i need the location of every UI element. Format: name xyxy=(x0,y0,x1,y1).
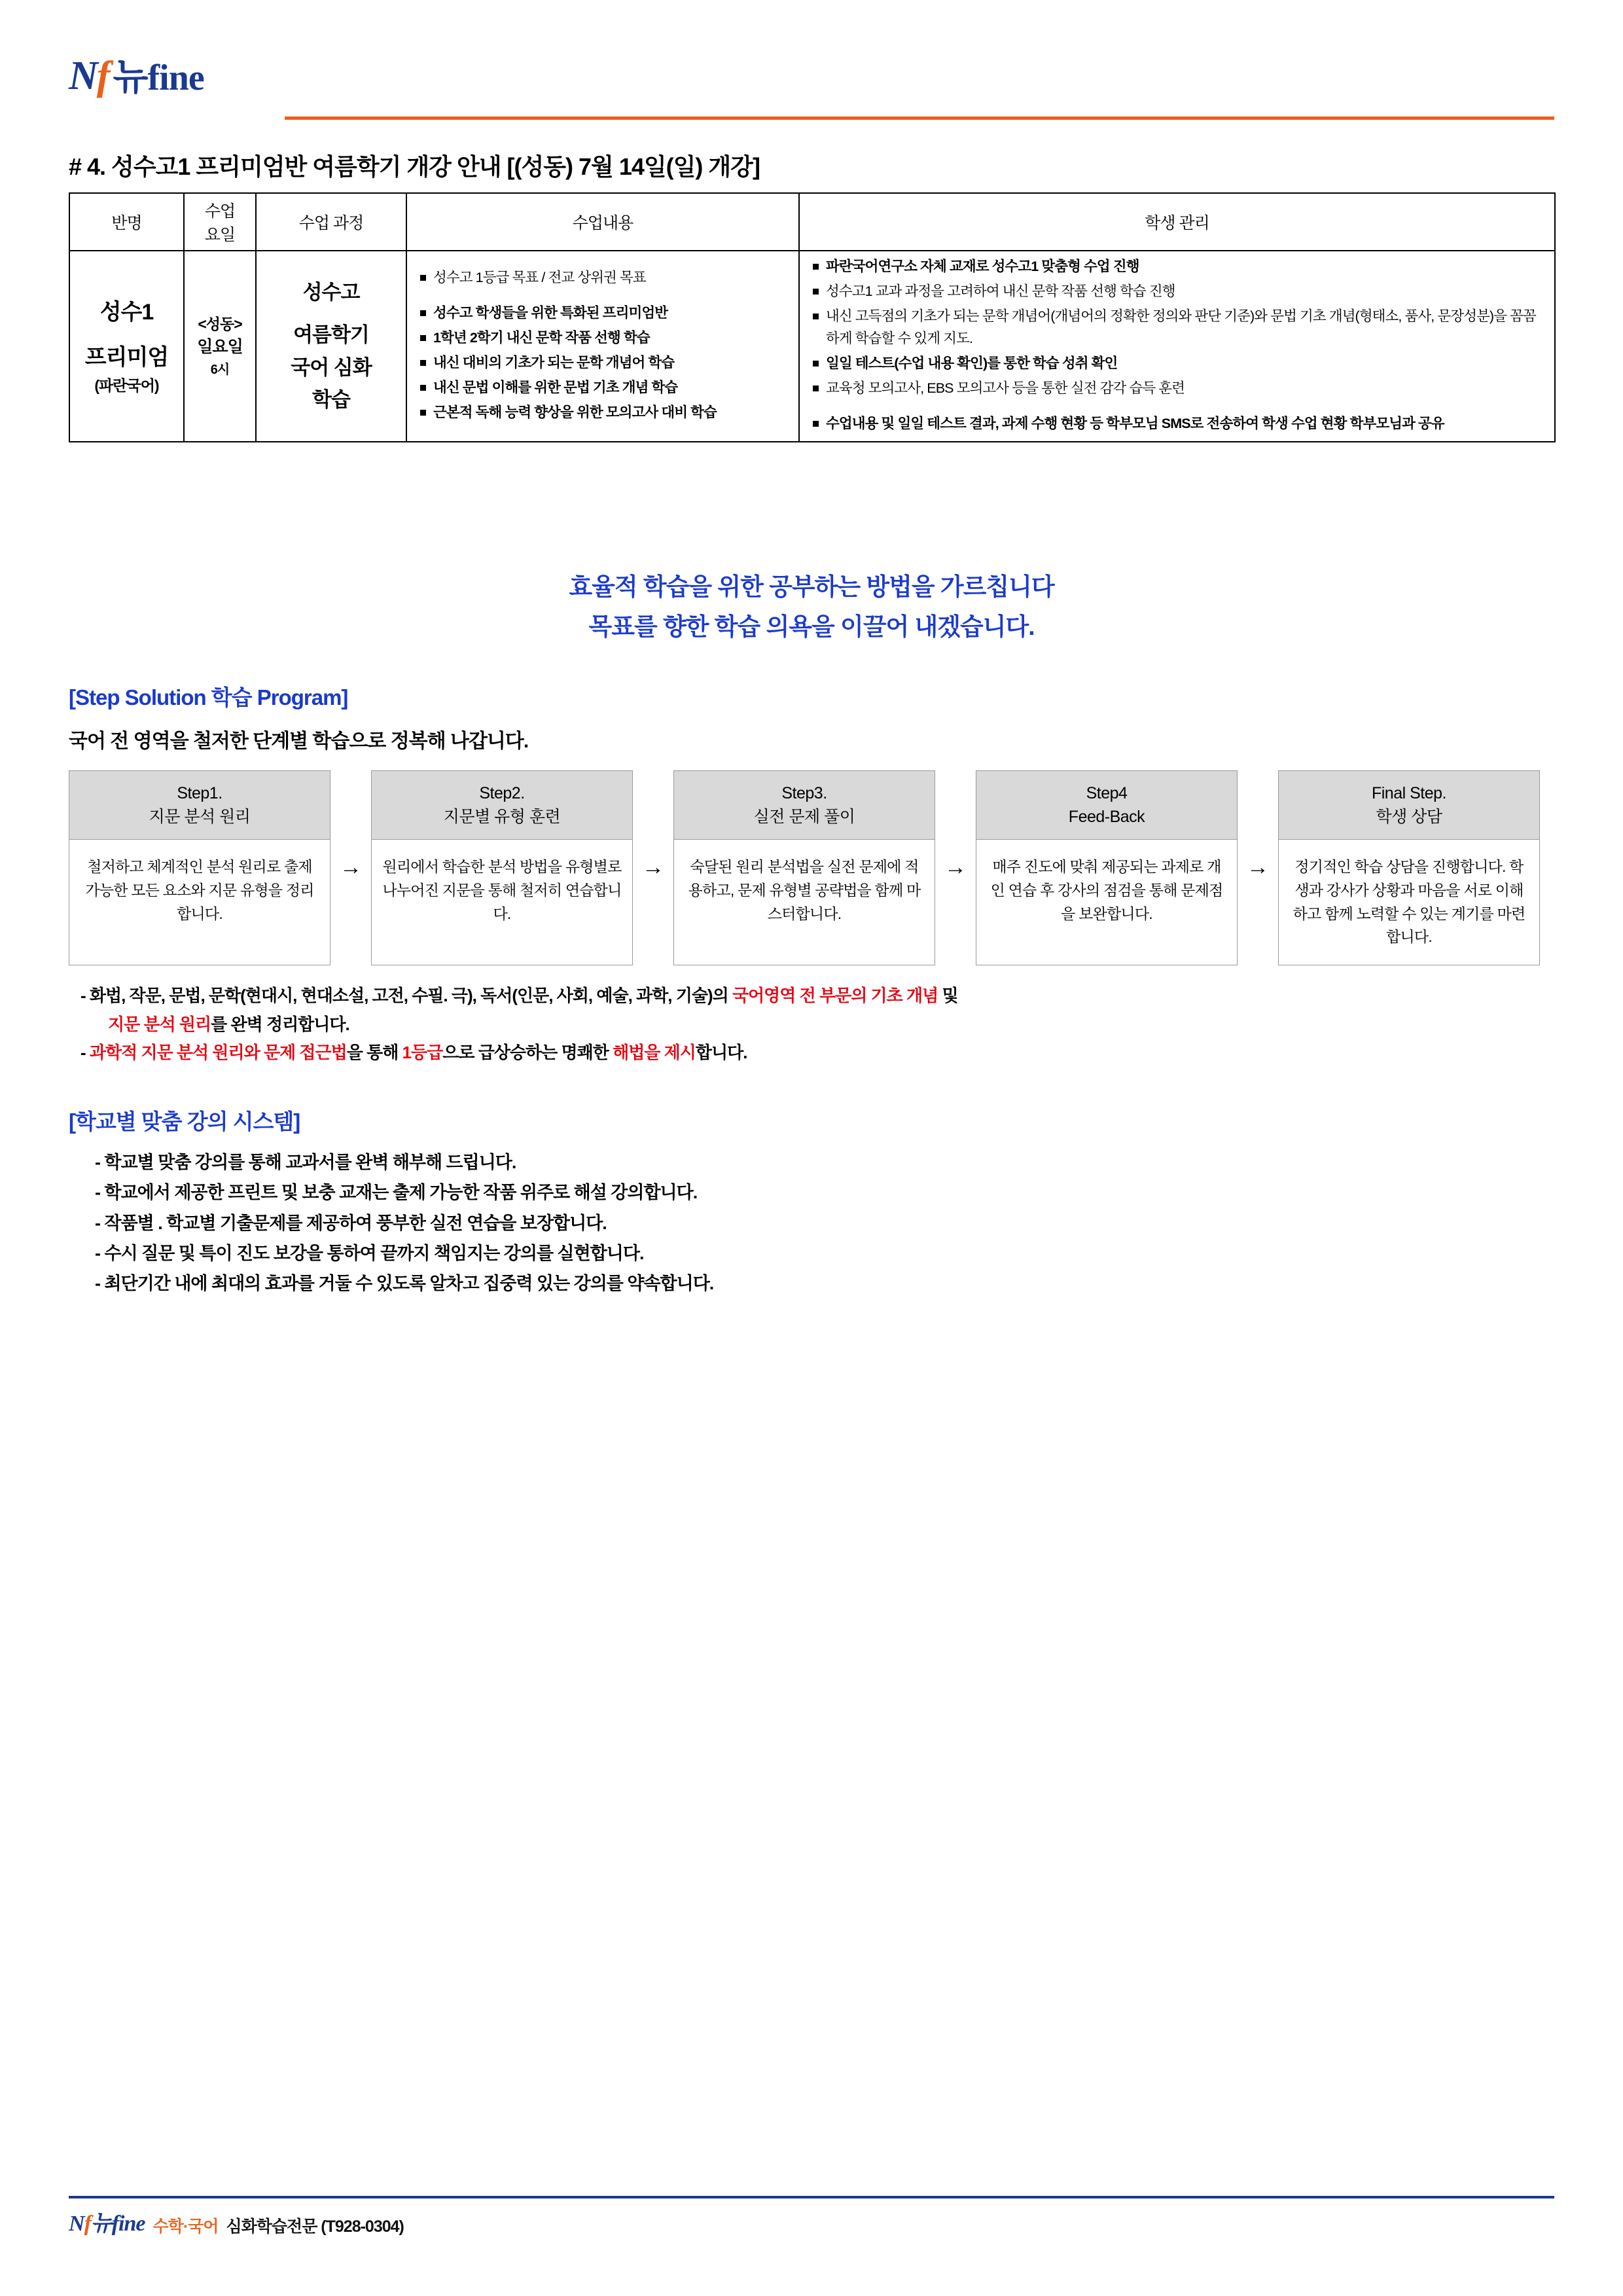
note-seg-highlight: 지문 분석 원리 xyxy=(108,1014,211,1034)
note-seg: 및 xyxy=(938,985,958,1005)
step-subtitle-3: 실전 문제 풀이 xyxy=(753,808,855,827)
day-branch: <성동> xyxy=(198,315,242,332)
list-item: 일일 테스트(수업 내용 확인)를 통한 학습 성취 확인 xyxy=(810,352,1548,375)
arrow-icon: → xyxy=(642,855,664,880)
page-title: # 4. 성수고1 프리미엄반 여름학기 개강 안내 [(성동) 7월 14일(일) 개강] xyxy=(69,153,760,180)
slogan-line-1: 효율적 학습을 위한 공부하는 방법을 가르칩니다 xyxy=(569,573,1054,600)
step-header-4 xyxy=(976,771,1237,840)
footer-info: 심화학습전문 (T928-0304) xyxy=(226,2217,404,2236)
header-day-line2: 요일 xyxy=(204,226,236,244)
list-item: 내신 문법 이해를 위한 문법 기초 개념 학습 xyxy=(418,376,792,399)
class-info-table xyxy=(69,192,1556,442)
step-subtitle-2: 지문별 유형 훈련 xyxy=(443,808,561,827)
step-box-2 xyxy=(371,770,633,965)
cell-management xyxy=(799,251,1555,442)
step-box-3 xyxy=(673,770,935,965)
list-spacer xyxy=(418,291,792,302)
step-subtitle-5: 학생 상담 xyxy=(1376,808,1442,827)
list-item: 근본적 독해 능력 향상을 위한 모의고사 대비 학습 xyxy=(418,401,792,424)
header-day xyxy=(184,193,256,251)
header-day-line1: 수업 xyxy=(204,202,236,221)
logo-mark-icon: Nf xyxy=(69,54,109,98)
step-solution-heading: [Step Solution 학습 Program] xyxy=(69,685,348,709)
list-item: 성수고 학생들을 위한 특화된 프리미엄반 xyxy=(418,302,792,325)
course-line-3: 국어 심화 xyxy=(291,355,372,379)
course-line-2: 여름학기 xyxy=(293,323,369,347)
footer-content xyxy=(69,2205,1554,2237)
step-notes xyxy=(69,982,1554,1067)
step-body-5: 정기적인 학습 상담을 진행합니다. 학생과 강사가 상황과 마음을 서로 이해하고 함께 노력할 수 있는 계기를 마련합니다. xyxy=(1293,858,1525,946)
class-name-line2: 프리미엄 xyxy=(84,344,169,370)
step-body-4: 매주 진도에 맞춰 제공되는 과제로 개인 연습 후 강사의 점검을 통해 문제점을 보완합니다. xyxy=(990,858,1223,922)
class-name-line1: 성수1 xyxy=(99,299,154,325)
page-header xyxy=(69,0,1554,134)
list-item: 내신 대비의 기초가 되는 문학 개념어 학습 xyxy=(418,351,792,374)
step-flow xyxy=(69,770,1554,965)
list-item: 교육청 모의고사, EBS 모의고사 등을 통한 실전 감각 습득 훈련 xyxy=(810,377,1548,400)
step-box-5 xyxy=(1278,770,1540,965)
note-line-1 xyxy=(80,982,1554,1010)
step-title-1: Step1. xyxy=(177,783,223,802)
footer-subject: 수학·국어 xyxy=(152,2217,219,2236)
class-name-line3: (파란국어) xyxy=(94,376,159,394)
arrow-icon: → xyxy=(944,855,967,880)
list-item: 성수고 1등급 목표 / 전교 상위권 목표 xyxy=(418,266,792,289)
slogan xyxy=(69,567,1554,647)
header-course: 수업 과정 xyxy=(256,193,406,251)
slogan-line-2: 목표를 향한 학습 의욕을 이끌어 내겠습니다. xyxy=(588,613,1035,640)
school-system-list xyxy=(69,1147,1554,1299)
step-title-2: Step2. xyxy=(479,783,525,802)
step-title-3: Step3. xyxy=(781,783,827,802)
note-seg-highlight: 과학적 지문 분석 원리와 문제 접근법 xyxy=(89,1043,347,1063)
step-title-4: Step4 xyxy=(1086,783,1128,802)
cell-class-name xyxy=(69,251,184,442)
note-seg: - 화법, 작문, 문법, 문학(현대시, 현대소설, 고전, 수필. 극), 독서(인문, 사회, 예술, 과학, 기술)의 xyxy=(80,985,732,1005)
content-bullet-list xyxy=(411,266,794,423)
list-item: - 작품별 . 학교별 기출문제를 제공하여 풍부한 실전 연습을 보장합니다. xyxy=(95,1213,607,1233)
school-system-heading: [학교별 맞춤 강의 시스템] xyxy=(69,1109,300,1134)
cell-course xyxy=(256,251,406,442)
list-item: 파란국어연구소 자체 교재로 성수고1 맞춤형 수업 진행 xyxy=(810,255,1548,278)
list-spacer xyxy=(810,402,1548,412)
header-divider xyxy=(69,117,1554,120)
note-seg: 으로 급상승하는 명쾌한 xyxy=(442,1043,613,1063)
step-body-1: 철저하고 체계적인 분석 원리로 출제 가능한 모든 요소와 지문 유형을 정리합니다. xyxy=(85,858,314,922)
day-of-week: 일요일 xyxy=(197,338,243,357)
table-header-row xyxy=(69,193,1555,251)
day-time: 6시 xyxy=(210,362,230,377)
step-header-5 xyxy=(1279,771,1539,840)
brand-logo xyxy=(69,56,1554,96)
page-footer xyxy=(69,2196,1554,2237)
note-seg: - xyxy=(80,1043,90,1063)
step-body-2: 원리에서 학습한 분석 방법을 유형별로 나누어진 지문을 통해 철저히 연습합니다. xyxy=(382,858,622,922)
note-line-2 xyxy=(80,1011,1554,1039)
list-item: 성수고1 교과 과정을 고려하여 내신 문학 작품 선행 학습 진행 xyxy=(810,280,1548,303)
step-box-4 xyxy=(976,770,1238,965)
list-item: - 학교에서 제공한 프린트 및 보충 교재는 출제 가능한 작품 위주로 해설 강의합니다. xyxy=(95,1183,698,1203)
step-subtitle-1: 지문 분석 원리 xyxy=(149,808,251,827)
list-item: - 수시 질문 및 특이 진도 보강을 통하여 끝까지 책임지는 강의를 실현합니다. xyxy=(95,1244,644,1264)
arrow-icon: → xyxy=(1247,855,1269,880)
step-subtitle-4: Feed-Back xyxy=(1068,808,1145,827)
footer-logo-icon: Nf뉴fine xyxy=(69,2212,145,2236)
course-line-1: 성수고 xyxy=(302,280,360,304)
logo-wordmark: 뉴fine xyxy=(113,58,204,98)
header-management: 학생 관리 xyxy=(799,193,1555,251)
header-content: 수업내용 xyxy=(406,193,799,251)
footer-divider xyxy=(69,2196,1554,2198)
note-line-3 xyxy=(80,1039,1554,1067)
list-item: - 학교별 맞춤 강의를 통해 교과서를 완벽 해부해 드립니다. xyxy=(95,1152,516,1172)
note-seg: 를 완벽 정리합니다. xyxy=(211,1014,349,1034)
cell-day xyxy=(184,251,256,442)
step-header-1 xyxy=(69,771,330,840)
step-solution-subheading: 국어 전 영역을 철저한 단계별 학습으로 정복해 나갑니다. xyxy=(69,730,529,752)
table-row xyxy=(69,251,1555,442)
note-seg: 을 통해 xyxy=(346,1043,402,1063)
note-seg-highlight: 국어영역 전 부문의 기초 개념 xyxy=(732,985,938,1005)
list-item: 1학년 2학기 내신 문학 작품 선행 학습 xyxy=(418,327,792,350)
step-header-2 xyxy=(372,771,632,840)
course-line-4: 학습 xyxy=(312,388,350,412)
note-seg-highlight: 1등급 xyxy=(402,1043,443,1063)
step-title-5: Final Step. xyxy=(1371,783,1446,802)
step-header-3 xyxy=(674,771,935,840)
list-item: - 최단기간 내에 최대의 효과를 거둘 수 있도록 알차고 집중력 있는 강의를 약속합니다. xyxy=(95,1274,714,1294)
note-seg-highlight: 해법을 제시 xyxy=(613,1043,696,1063)
step-box-1 xyxy=(69,770,330,965)
list-item: 내신 고득점의 기초가 되는 문학 개념어(개념어의 정확한 정의와 판단 기준)와 문법 기초 개념(형태소, 품사, 문장성분)을 꼼꼼하게 학습할 수 있게 지도. xyxy=(810,305,1548,351)
arrow-icon: → xyxy=(340,855,362,880)
list-item: 수업내용 및 일일 테스트 결과, 과제 수행 현황 등 학부모님 SMS로 전송하여 학생 수업 현황 학부모님과 공유 xyxy=(810,412,1548,435)
step-body-3: 숙달된 원리 분석법을 실전 문제에 적용하고, 문제 유형별 공략법을 함께 마스터합니다. xyxy=(688,858,921,922)
header-divider-gap xyxy=(69,117,285,120)
note-seg: 합니다. xyxy=(695,1043,747,1063)
header-class-name: 반명 xyxy=(69,193,184,251)
cell-content xyxy=(406,251,799,442)
management-bullet-list xyxy=(804,255,1550,435)
